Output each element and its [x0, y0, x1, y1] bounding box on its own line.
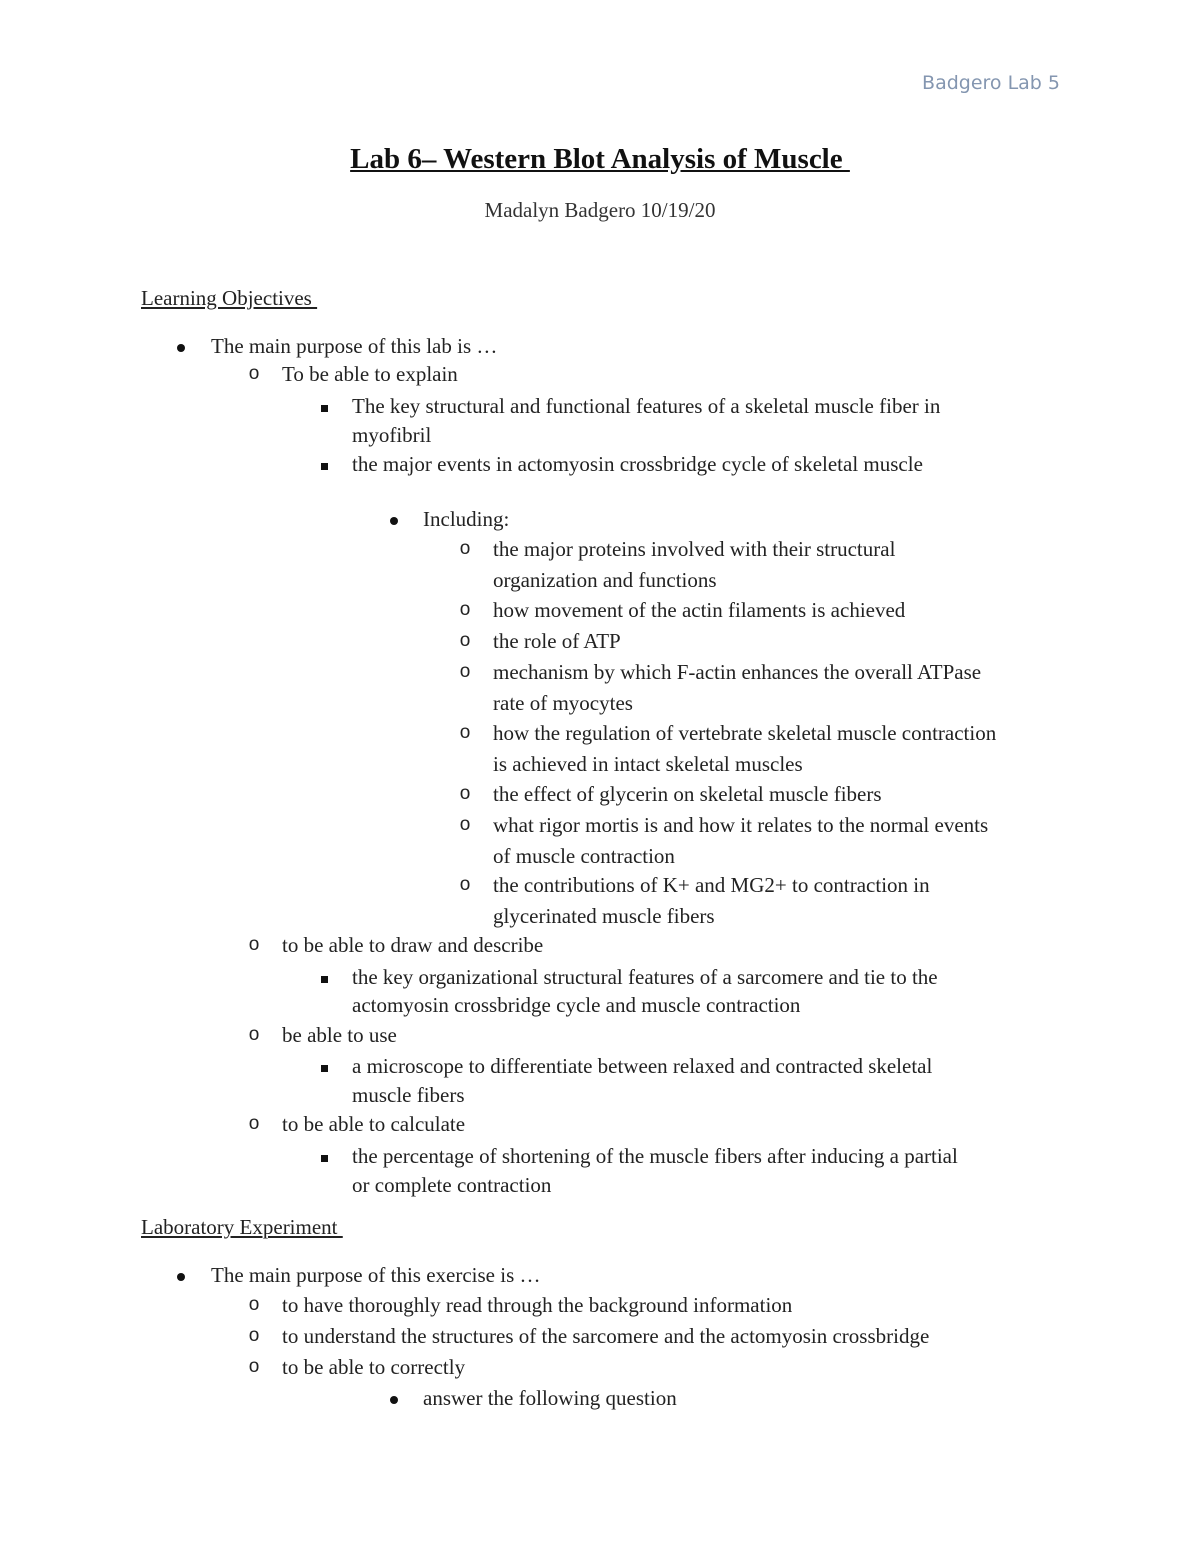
list-item-line: a microscope to differentiate between relaxed and contracted skeletal	[352, 1054, 933, 1078]
list-item: Including:	[423, 507, 510, 531]
list-item-line: how the regulation of vertebrate skeletal muscle contraction	[493, 721, 997, 745]
square-bullet-icon	[313, 1141, 335, 1171]
list-item: be able to use	[282, 1023, 397, 1047]
list-item-line: or complete contraction	[352, 1173, 552, 1197]
list-item-line: mechanism by which F-actin enhances the overall ATPase	[493, 660, 982, 684]
circle-bullet-icon: o	[248, 1325, 260, 1346]
circle-bullet-icon: o	[248, 1356, 260, 1377]
circle-bullet-icon: o	[459, 630, 471, 651]
list-item-line: the major proteins involved with their structural	[493, 537, 896, 561]
list-item: To be able to explain	[282, 362, 458, 386]
list-item-line: rate of myocytes	[493, 691, 633, 715]
bullet-icon	[383, 1383, 405, 1413]
bullet-icon	[170, 331, 192, 361]
list-item-line: the role of ATP	[493, 629, 621, 653]
list-item-line: the key organizational structural features of a sarcomere and tie to the	[352, 965, 938, 989]
list-item: to be able to draw and describe	[282, 933, 544, 957]
laboratory-experiment-heading: Laboratory Experiment	[141, 1215, 343, 1239]
list-item-line: glycerinated muscle fibers	[493, 904, 715, 928]
list-item: to be able to calculate	[282, 1112, 466, 1136]
list-item-line: myofibril	[352, 423, 432, 447]
list-item: to be able to correctly	[282, 1355, 466, 1379]
list-item-line: what rigor mortis is and how it relates to the normal events	[493, 813, 989, 837]
square-bullet-icon	[313, 449, 335, 479]
list-item-line: is achieved in intact skeletal muscles	[493, 752, 803, 776]
circle-bullet-icon: o	[459, 722, 471, 743]
circle-bullet-icon: o	[459, 814, 471, 835]
square-bullet-icon	[313, 1051, 335, 1081]
square-bullet-icon	[313, 391, 335, 421]
list-item-line: muscle fibers	[352, 1083, 465, 1107]
circle-bullet-icon: o	[248, 1024, 260, 1045]
circle-bullet-icon: o	[248, 1294, 260, 1315]
circle-bullet-icon: o	[459, 783, 471, 804]
list-item-line: organization and functions	[493, 568, 717, 592]
circle-bullet-icon: o	[248, 1113, 260, 1134]
square-bullet-icon	[313, 962, 335, 992]
document-title: Lab 6– Western Blot Analysis of Muscle	[350, 143, 850, 175]
circle-bullet-icon: o	[459, 599, 471, 620]
author-date: Madalyn Badgero 10/19/20	[484, 198, 716, 222]
circle-bullet-icon: o	[248, 363, 260, 384]
list-item: to understand the structures of the sarcomere and the actomyosin crossbridge	[282, 1324, 930, 1348]
list-item-line: the percentage of shortening of the muscle fibers after inducing a partial	[352, 1144, 958, 1168]
list-item-line: actomyosin crossbridge cycle and muscle contraction	[352, 993, 801, 1017]
list-item-line: The key structural and functional features of a skeletal muscle fiber in	[352, 394, 941, 418]
list-item: answer the following question	[423, 1386, 677, 1410]
list-item: The main purpose of this lab is …	[211, 334, 498, 358]
circle-bullet-icon: o	[248, 934, 260, 955]
list-item-line: of muscle contraction	[493, 844, 675, 868]
list-item-line: the contributions of K+ and MG2+ to contraction in	[493, 873, 930, 897]
learning-objectives-heading: Learning Objectives	[141, 286, 318, 310]
list-item-line: how movement of the actin filaments is achieved	[493, 598, 906, 622]
list-item: to have thoroughly read through the background information	[282, 1293, 793, 1317]
circle-bullet-icon: o	[459, 661, 471, 682]
bullet-icon	[383, 504, 405, 534]
circle-bullet-icon: o	[459, 538, 471, 559]
list-item: The main purpose of this exercise is …	[211, 1263, 541, 1287]
bullet-icon	[170, 1260, 192, 1290]
list-item-line: the major events in actomyosin crossbridge cycle of skeletal muscle	[352, 452, 923, 476]
page-header: Badgero Lab 5	[922, 72, 1060, 94]
circle-bullet-icon: o	[459, 874, 471, 895]
list-item-line: the effect of glycerin on skeletal muscle fibers	[493, 782, 882, 806]
